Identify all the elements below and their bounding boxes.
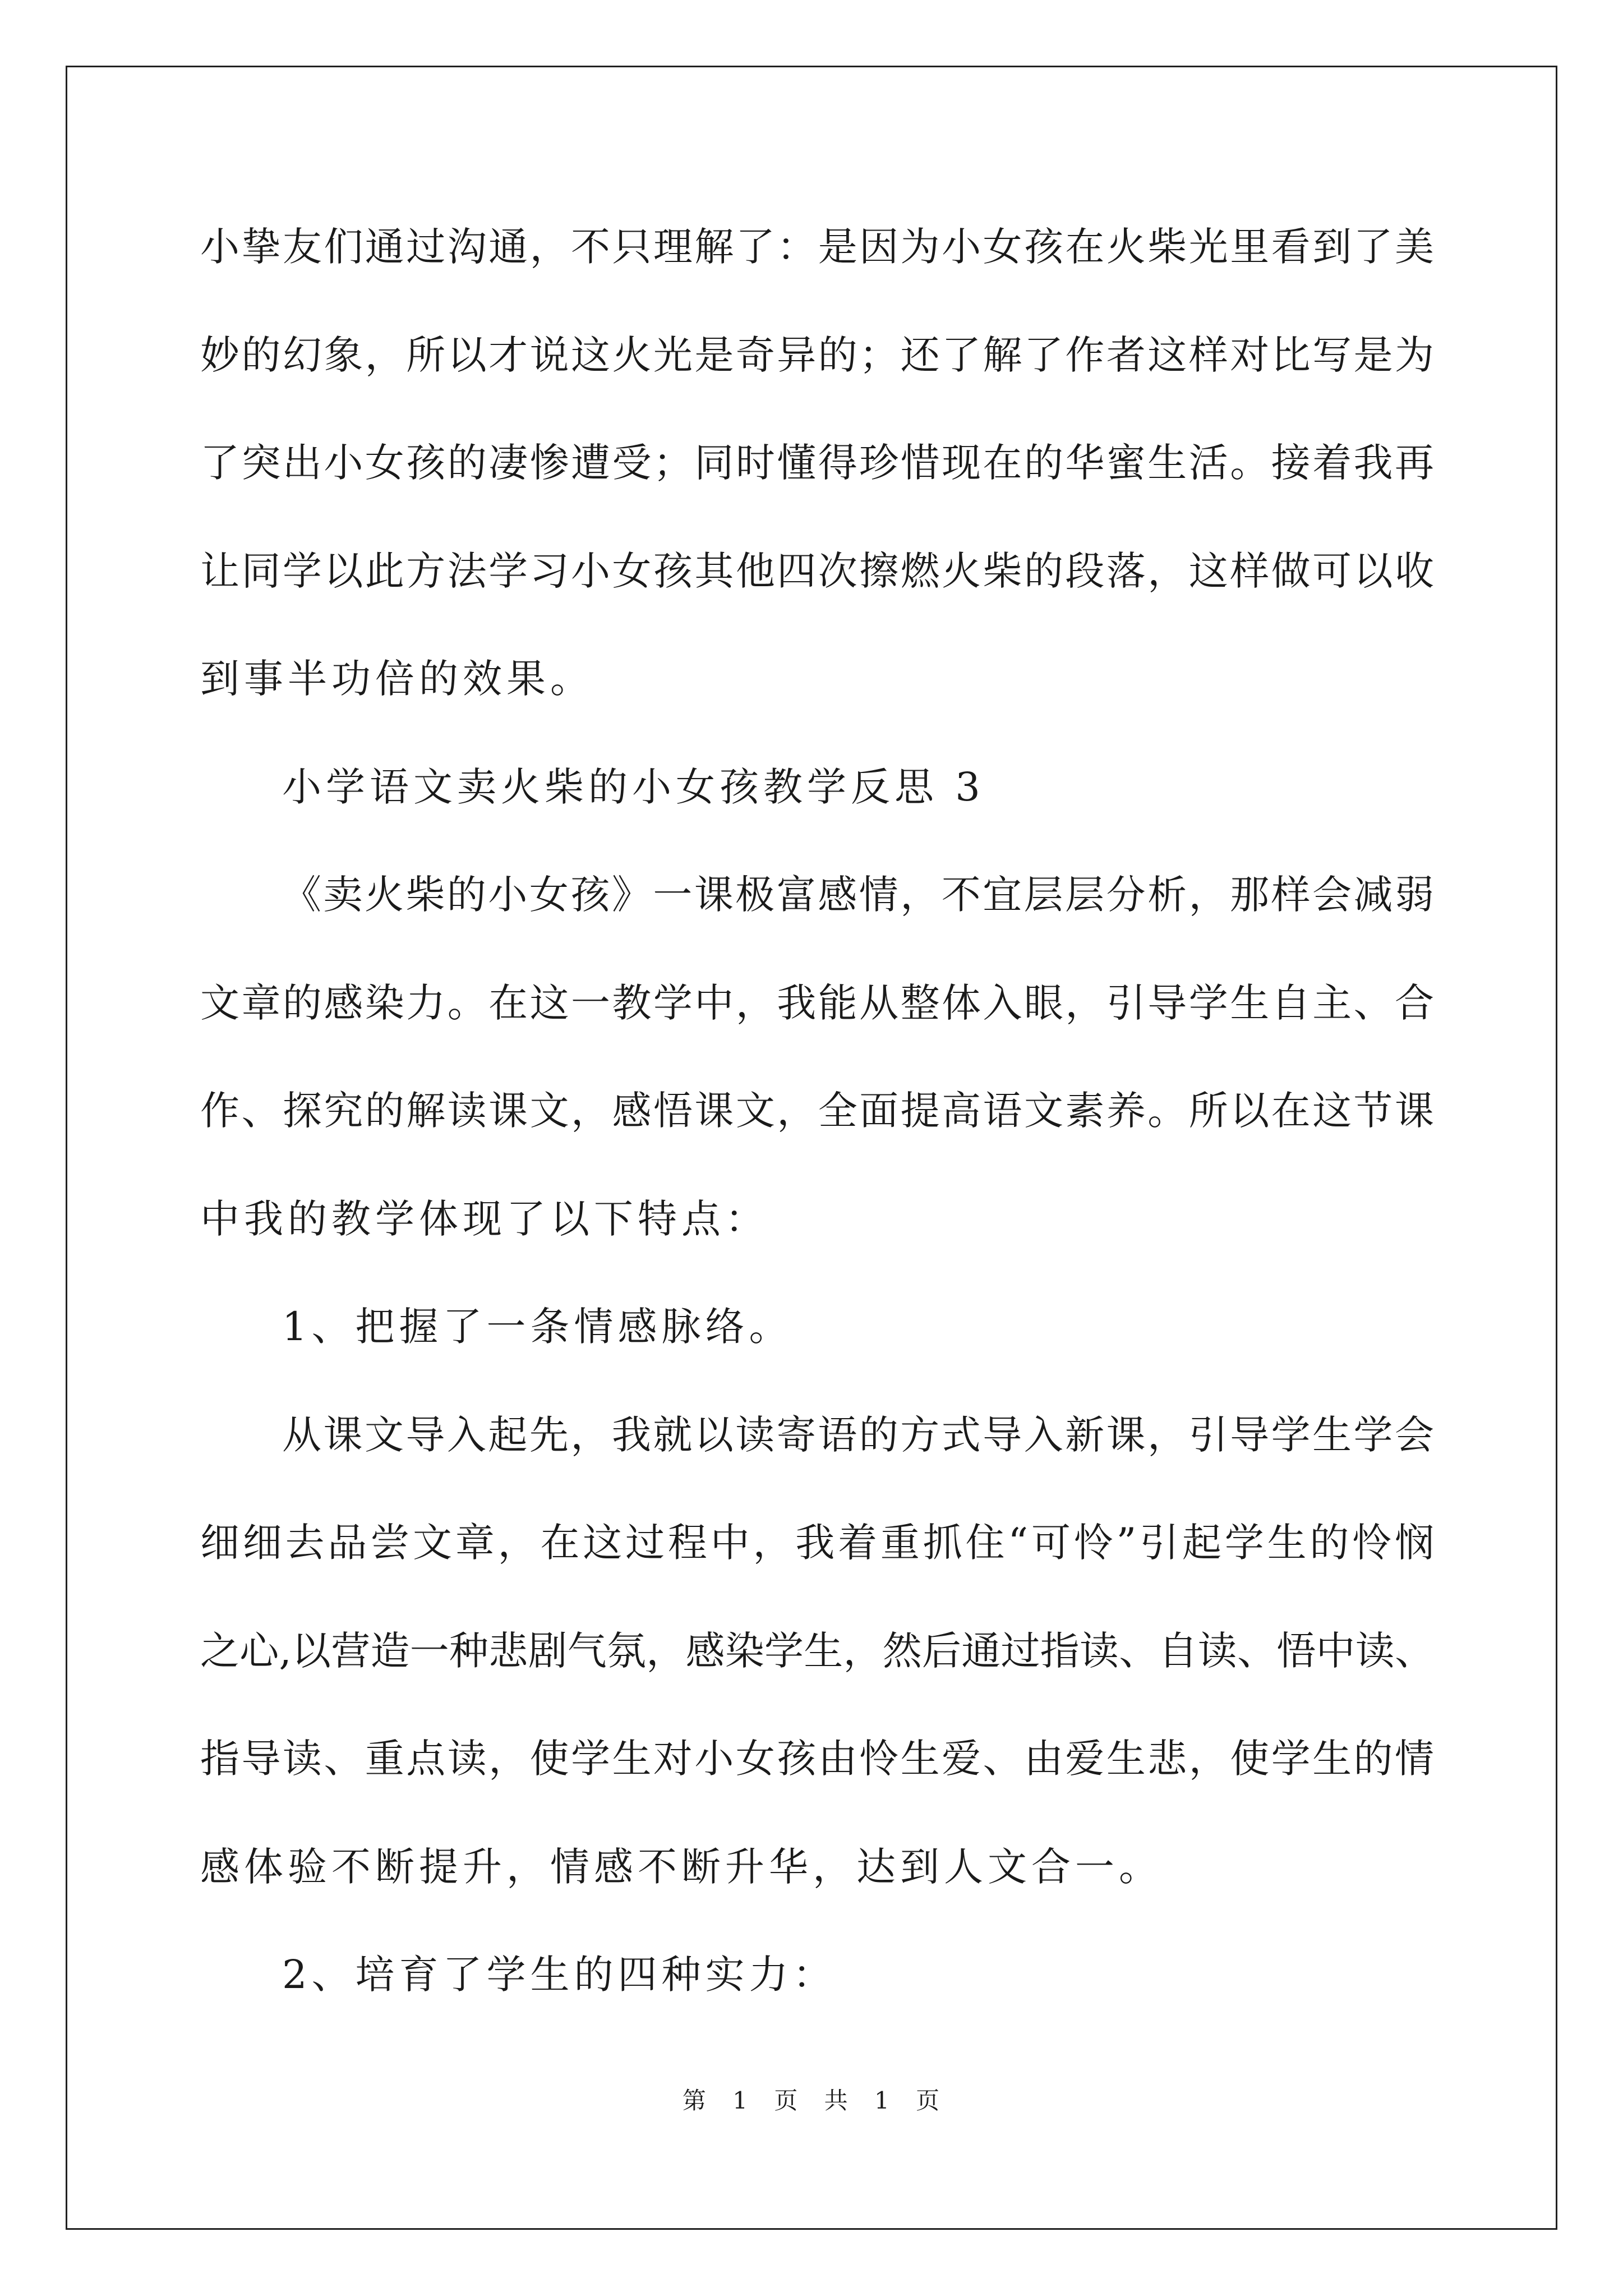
text-line: 作、探究的解读课文，感悟课文，全面提高语文素养。所以在这节课: [200, 1088, 1434, 1134]
text-line: 之心,以营造一种悲剧气氛，感染学生，然后通过指读、自读、悟中读、: [200, 1627, 1434, 1674]
text-line: 从课文导入起先，我就以读寄语的方式导入新课，引导学生学会: [282, 1411, 1434, 1458]
page-number: 第 1 页 共 1 页: [682, 2087, 941, 2114]
text-line: 感体验不断提升，情感不断升华，达到人文合一。: [200, 1843, 1163, 1890]
text-line: 文章的感染力。在这一教学中，我能从整体入眼，引导学生自主、合: [200, 979, 1434, 1026]
section-heading: 小学语文卖火柴的小女孩教学反思 3: [282, 763, 985, 810]
text-line: 指导读、重点读，使学生对小女孩由怜生爱、由爱生悲，使学生的情: [200, 1736, 1434, 1782]
text-line: 到事半功倍的效果。: [200, 656, 594, 702]
text-line: 妙的幻象，所以才说这火光是奇异的；还了解了作者这样对比写是为: [200, 332, 1434, 378]
list-item-heading: 2、培育了学生的四种实力：: [282, 1952, 837, 1998]
text-line: 中我的教学体现了以下特点：: [200, 1195, 769, 1242]
document-body: [200, 213, 1434, 2049]
text-line: 细细去品尝文章，在这过程中，我着重抓住“可怜”引起学生的怜悯: [200, 1520, 1434, 1566]
text-line: 了突出小女孩的凄惨遭受；同时懂得珍惜现在的华蜜生活。接着我再: [200, 440, 1434, 486]
text-line: 小挚友们通过沟通，不只理解了：是因为小女孩在火柴光里看到了美: [200, 224, 1434, 270]
text-line: 《卖火柴的小女孩》一课极富感情，不宜层层分析，那样会减弱: [282, 872, 1434, 918]
list-item-heading: 1、把握了一条情感脉络。: [282, 1304, 793, 1350]
text-line: 让同学以此方法学习小女孩其他四次擦燃火柴的段落，这样做可以收: [200, 547, 1434, 594]
